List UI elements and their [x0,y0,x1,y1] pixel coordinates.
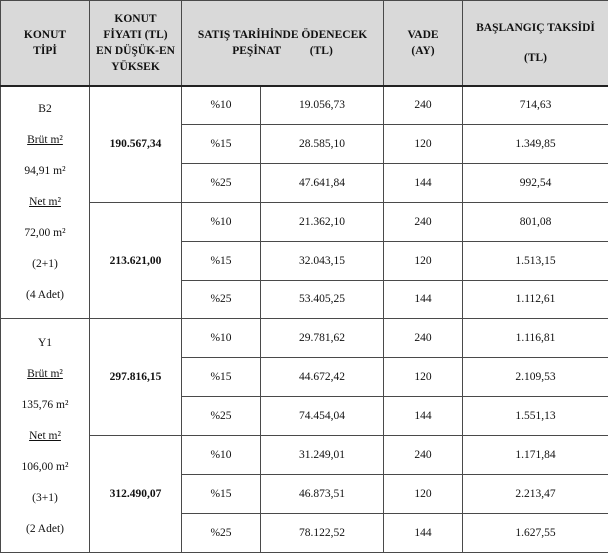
room-count: (2+1) [32,258,58,271]
term-months-cell: 144 [384,163,463,202]
term-months-cell: 240 [384,202,463,241]
net-area-label: Net m² [29,196,61,209]
table-body [1,86,608,553]
downpayment-percent-cell: %15 [182,241,261,280]
initial-installment-cell: 801,08 [463,202,608,241]
unit-count: (2 Adet) [25,522,64,535]
initial-installment-cell: 2.213,47 [463,475,608,514]
price-cell: 190.567,34 [90,86,182,203]
table-row [1,319,608,358]
initial-installment-cell: 1.551,13 [463,397,608,436]
term-months-cell: 240 [384,86,463,125]
downpayment-amount-cell: 31.249,01 [261,436,384,475]
term-months-cell: 120 [384,124,463,163]
downpayment-percent-cell: %15 [182,124,261,163]
downpayment-percent-cell: %10 [182,319,261,358]
table-row [1,202,608,241]
downpayment-percent-cell: %10 [182,436,261,475]
term-months-cell: 144 [384,397,463,436]
type-name: Y1 [37,336,53,349]
downpayment-amount-cell: 53.405,25 [261,280,384,319]
initial-installment-cell: 1.513,15 [463,241,608,280]
table-row [1,436,608,475]
downpayment-amount-cell: 28.585,10 [261,124,384,163]
term-months-cell: 144 [384,280,463,319]
gross-area-label: Brüt m² [27,367,63,380]
gross-area-label: Brüt m² [27,134,63,147]
initial-installment-cell: 1.112,61 [463,280,608,319]
downpayment-amount-cell: 47.641,84 [261,163,384,202]
initial-installment-cell: 1.171,84 [463,436,608,475]
header-installment: BAŞLANGIÇ TAKSİDİ (TL) [463,1,608,86]
table-row [1,86,608,125]
term-months-cell: 144 [384,513,463,552]
downpayment-amount-cell: 44.672,42 [261,358,384,397]
gross-area-value: 135,76 m² [21,398,69,411]
type-name: B2 [38,103,52,116]
term-months-cell: 120 [384,475,463,514]
term-months-cell: 120 [384,241,463,280]
price-cell: 312.490,07 [90,436,182,553]
downpayment-percent-cell: %25 [182,163,261,202]
price-cell: 297.816,15 [90,319,182,436]
net-area-label: Net m² [29,429,61,442]
term-months-cell: 240 [384,436,463,475]
downpayment-percent-cell: %25 [182,397,261,436]
initial-installment-cell: 2.109,53 [463,358,608,397]
downpayment-percent-cell: %25 [182,513,261,552]
gross-area-value: 94,91 m² [24,165,66,178]
downpayment-amount-cell: 74.454,04 [261,397,384,436]
downpayment-amount-cell: 21.362,10 [261,202,384,241]
term-months-cell: 120 [384,358,463,397]
initial-installment-cell: 1.349,85 [463,124,608,163]
initial-installment-cell: 1.116,81 [463,319,608,358]
net-area-value: 106,00 m² [21,460,69,473]
header-downpayment: SATIŞ TARİHİNDE ÖDENECEK PEŞİNAT (TL) [182,1,384,86]
downpayment-amount-cell: 29.781,62 [261,319,384,358]
downpayment-amount-cell: 32.043,15 [261,241,384,280]
net-area-value: 72,00 m² [24,227,66,240]
price-cell: 213.621,00 [90,202,182,319]
downpayment-amount-cell: 19.056,73 [261,86,384,125]
header-price: KONUT FİYATI (TL) EN DÜŞÜK-EN YÜKSEK [90,1,182,86]
property-type-cell [1,86,90,319]
header-term: VADE (AY) [384,1,463,86]
term-months-cell: 240 [384,319,463,358]
initial-installment-cell: 1.627,55 [463,513,608,552]
downpayment-amount-cell: 78.122,52 [261,513,384,552]
initial-installment-cell: 714,63 [463,86,608,125]
initial-installment-cell: 992,54 [463,163,608,202]
downpayment-percent-cell: %10 [182,86,261,125]
downpayment-amount-cell: 46.873,51 [261,475,384,514]
unit-count: (4 Adet) [25,289,64,302]
downpayment-percent-cell: %15 [182,358,261,397]
downpayment-percent-cell: %10 [182,202,261,241]
room-count: (3+1) [32,491,58,504]
header-row [1,1,608,86]
downpayment-percent-cell: %15 [182,475,261,514]
header-type: KONUT TİPİ [1,1,90,86]
downpayment-percent-cell: %25 [182,280,261,319]
property-type-cell [1,319,90,553]
